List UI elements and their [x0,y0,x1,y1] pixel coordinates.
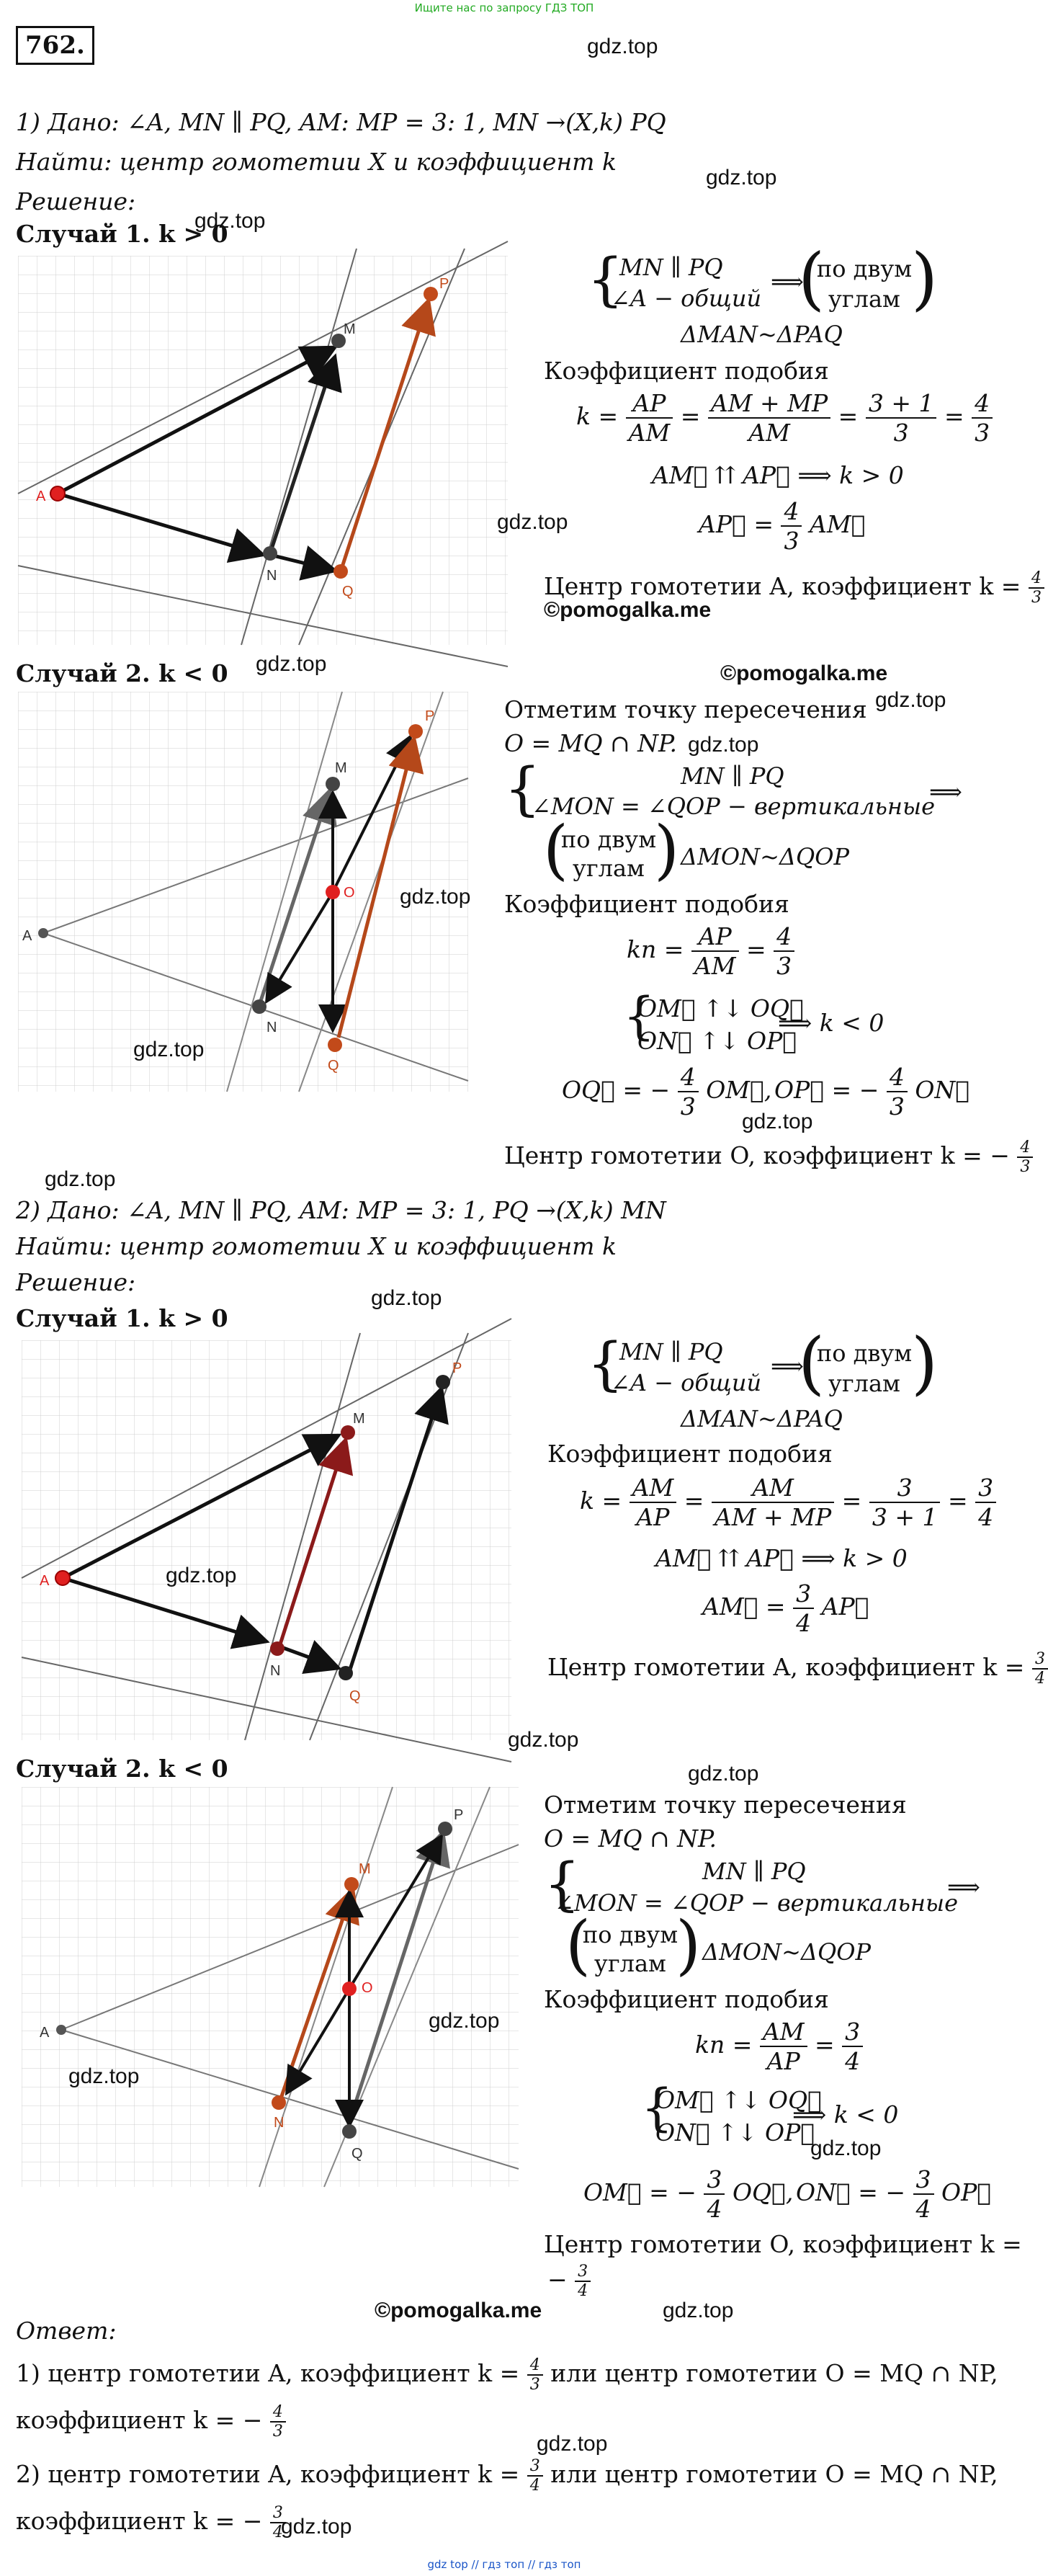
watermark-gdz: gdz.top [256,652,327,676]
paren-right: ) [676,1907,702,1983]
watermark-gdz: gdz.top [508,1728,579,1752]
answer-title: Ответ: [16,2317,117,2345]
system-line-2: ∠A − общий [611,285,762,312]
watermark-gdz: gdz.top [663,2299,734,2322]
implies-arrow: ⟹ [771,1352,804,1380]
point-n [272,2095,286,2110]
paren-right: ) [911,239,939,318]
point-q [342,2124,357,2139]
watermark-gdz: gdz.top [875,688,946,712]
reason-block: по двум углам [816,255,913,313]
watermark-gdz: gdz.top [166,1564,237,1587]
brace: { [623,986,655,1046]
vector-line-2: ON⃗ ↑↓ OP⃗ [637,1027,797,1055]
watermark-gdz: gdz.top [688,733,759,757]
watermark-pomogalka: ©pomogalka.me [375,2299,542,2322]
label-a: A [22,928,32,944]
label-q: Q [328,1058,339,1074]
point-o [342,1982,357,1996]
point-a [56,2025,66,2035]
similar-triangles: ΔMON~ΔQOP [702,1938,872,1966]
brace: { [544,1850,581,1917]
reason-block: по двум углам [816,1340,913,1397]
eq-1: OM⃗ = − $\frac{3}{4}$ OQ⃗, [583,2165,794,2223]
label-n: N [267,568,277,584]
reason-block: по двум углам [560,826,657,882]
label-q: Q [342,584,354,600]
answer-line-2-coef: коэффициент k = − $\frac{3}{4}$ [16,2504,286,2541]
paren-right: ) [911,1324,939,1403]
label-a: A [36,489,46,504]
implies-arrow: ⟹ [947,1873,980,1901]
similar-triangles: ΔMON~ΔQOP [681,843,850,870]
label-m: M [335,760,347,776]
system-line-2: ∠A − общий [611,1369,762,1396]
part2-case2-title: Случай 2. k < 0 [16,1755,228,1783]
eq-2: OP⃗ = − $\frac{4}{3}$ ON⃗ [774,1063,970,1120]
point-m [341,1425,355,1440]
problem-number: 762. [16,26,94,65]
diagram-part1-case1 [18,256,508,645]
intersect-label: Отметим точку пересечения [504,695,867,723]
watermark-gdz: gdz.top [400,885,471,909]
implies-k: ⟹ k < 0 [778,1009,884,1037]
point-q [339,1666,353,1680]
paren-left: ( [543,812,569,888]
reason-block: по двум углам [582,1921,678,1977]
label-m: M [344,321,356,337]
vector-line-1: OM⃗ ↑↓ OQ⃗ [637,994,804,1022]
part2-find: Найти: центр гомотетии X и коэффициент k [16,1232,617,1260]
point-q [333,564,348,579]
point-m [344,1877,359,1891]
part1-case1-title: Случай 1. k > 0 [16,220,228,248]
part1-case2-title: Случай 2. k < 0 [16,659,228,687]
paren-left: ( [565,1907,591,1983]
kp-formula: kп = $\frac{AM}{AP}$ = $\frac{3}{4}$ [695,2018,863,2075]
eq-2: ON⃗ = − $\frac{3}{4}$ OP⃗ [796,2165,992,2223]
intersect-eq: O = MQ ∩ NP. [544,1824,717,1853]
diagram-part2-case1 [22,1340,511,1740]
point-n [252,999,267,1014]
answer-k: − $\frac{3}{4}$ [547,2263,591,2300]
label-m: M [359,1861,371,1877]
point-n [263,546,277,561]
answer-line: Центр гомотетии A, коэффициент k = $\frac{3}{4}$ [547,1650,1048,1688]
watermark-gdz: gdz.top [706,166,777,190]
point-a [38,928,48,938]
part1-find: Найти: центр гомотетии X и коэффициент k [16,148,617,176]
similar-triangles: ΔMAN~ΔPAQ [681,1405,843,1432]
label-m: M [353,1411,365,1427]
paren-left: ( [798,239,825,318]
vector-eq: AP⃗ = $\frac{4}{3}$ AM⃗ [699,497,866,555]
point-p [408,724,423,739]
implies-arrow: ⟹ [929,778,962,806]
coef-label: Коэффициент подобия [544,357,829,385]
answer-line: Центр гомотетии O, коэффициент k = − $\frac{4}{3}$ [504,1138,1033,1176]
point-p [424,287,438,301]
watermark-gdz: gdz.top [68,2064,140,2088]
label-o: O [344,885,355,901]
implies-arrow: ⟹ [771,268,804,295]
label-p: P [425,708,435,724]
point-m [326,777,340,791]
part2-case1-title: Случай 1. k > 0 [16,1304,228,1332]
part1-given: 1) Дано: ∠A, MN ∥ PQ, AM: MP = 3: 1, MN →(X,k) PQ [16,108,666,136]
watermark-gdz: gdz.top [194,209,266,233]
answer-line-1-coef: коэффициент k = − $\frac{4}{3}$ [16,2403,286,2441]
eq-1: OQ⃗ = − $\frac{4}{3}$ OM⃗, [562,1063,772,1120]
brace: { [641,2078,673,2137]
coef-label: Коэффициент подобия [544,1985,829,2013]
system-line-1: MN ∥ PQ [681,762,784,790]
answer-line-2: 2) центр гомотетии A, коэффициент k = $\frac{3}{4}$ или центр гомотетии O = MQ ∩ NP, [16,2457,998,2495]
watermark-gdz: gdz.top [45,1167,116,1191]
watermark-gdz: gdz.top [742,1110,813,1133]
k-formula: k = $\frac{AM}{AP}$ = $\frac{AM}{AM + MP}$ = $\frac{3}{3 + 1}$ = $\frac{3}{4}$ [580,1474,996,1531]
paren-right: ) [654,812,680,888]
paren-left: ( [798,1324,825,1403]
top-link[interactable]: Ищите нас по запросу ГДЗ ТОП [414,1,594,14]
system-line-1: MN ∥ PQ [702,1858,806,1885]
footer-links[interactable]: gdz top // гдз топ // гдз топ [427,2558,581,2571]
direction-line: AM⃗ ⇈ AP⃗ ⟹ k > 0 [652,461,904,489]
point-a [50,486,65,501]
label-q: Q [349,1688,361,1704]
system-line-1: MN ∥ PQ [619,254,723,281]
k-formula: k = $\frac{AP}{AM}$ = $\frac{AM + MP}{AM}$ = $\frac{3 + 1}{3}$ = $\frac{4}{3}$ [576,389,993,447]
coef-label: Коэффициент подобия [504,890,789,918]
diagram-part2-case2 [22,1787,519,2187]
system-line-2: ∠MON = ∠QOP − вертикальные [555,1889,958,1917]
watermark-gdz: gdz.top [688,1762,759,1786]
brace: { [587,246,624,313]
part1-solution-label: Решение: [16,187,136,215]
part2-given: 2) Дано: ∠A, MN ∥ PQ, AM: MP = 3: 1, PQ →(X,k) MN [16,1196,666,1224]
implies-k: ⟹ k < 0 [792,2100,899,2129]
label-p: P [452,1360,462,1376]
label-p: P [454,1807,464,1823]
system-line-2: ∠MON = ∠QOP − вертикальные [532,793,935,820]
label-q: Q [351,2146,363,2162]
label-n: N [267,1020,277,1035]
part2-solution-label: Решение: [16,1268,136,1296]
vector-eq: AM⃗ = $\frac{3}{4}$ AP⃗ [702,1579,869,1637]
watermark-gdz: gdz.top [497,510,568,534]
label-o: O [362,1980,373,1996]
direction-line: AM⃗ ⇈ AP⃗ ⟹ k > 0 [655,1544,908,1572]
intersect-eq: O = MQ ∩ NP. [504,729,678,757]
label-n: N [270,1663,281,1679]
watermark-gdz: gdz.top [429,2009,500,2033]
answer-line: Центр гомотетии A, коэффициент k = $\frac{4}{3}$ [544,569,1044,607]
label-a: A [40,2025,50,2041]
point-p [436,1375,450,1389]
point-q [328,1038,342,1052]
watermark-gdz: gdz.top [537,2432,608,2456]
point-n [270,1641,285,1656]
watermark-pomogalka: ©pomogalka.me [544,598,712,622]
vector-line-2: ON⃗ ↑↓ OP⃗ [655,2118,815,2147]
answer-line-1: 1) центр гомотетии A, коэффициент k = $\frac{4}{3}$ или центр гомотетии O = MQ ∩ NP, [16,2356,998,2394]
brace: { [587,1330,624,1397]
answer-line: Центр гомотетии O, коэффициент k = [544,2230,1022,2258]
watermark-gdz: gdz.top [281,2515,352,2539]
watermark-gdz: gdz.top [587,35,658,58]
label-a: A [40,1573,50,1589]
point-a [55,1571,70,1585]
watermark-gdz: gdz.top [810,2136,882,2160]
watermark-gdz: gdz.top [371,1286,442,1310]
watermark-pomogalka: ©pomogalka.me [720,661,888,685]
brace: { [504,755,541,822]
point-p [438,1822,452,1836]
watermark-gdz: gdz.top [133,1038,205,1061]
similar-triangles: ΔMAN~ΔPAQ [681,321,843,348]
label-p: P [439,276,449,292]
coef-label: Коэффициент подобия [547,1440,833,1468]
kp-formula: kп = $\frac{AP}{AM}$ = $\frac{4}{3}$ [627,922,794,980]
system-line-1: MN ∥ PQ [619,1338,723,1365]
intersect-label: Отметим точку пересечения [544,1791,907,1819]
label-n: N [274,2115,285,2131]
vector-line-1: OM⃗ ↑↓ OQ⃗ [655,2086,822,2114]
point-o [326,885,340,899]
